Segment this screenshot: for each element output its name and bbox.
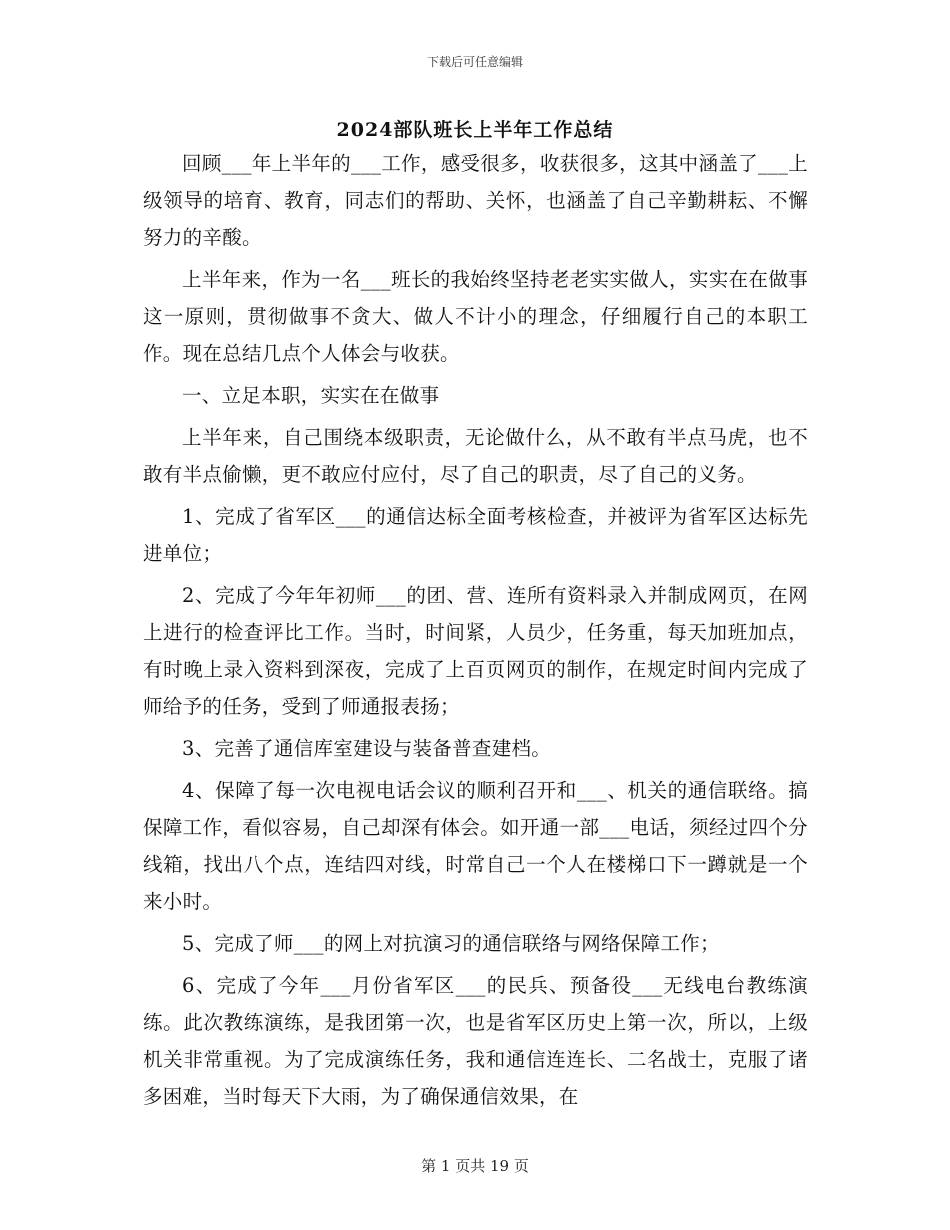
paragraph: 上半年来，作为一名___班长的我始终坚持老老实实做人，实实在在做事这一原则，贯彻做事不贪大、做人不计小的理念，仔细履行自己的本职工作。现在总结几点个人体会与收获。: [143, 268, 808, 365]
header-note: 下载后可任意编辑: [426, 55, 523, 69]
list-item: 1、完成了省军区___的通信达标全面考核检查，并被评为省军区达标先进单位；: [143, 505, 808, 565]
list-item: 4、保障了每一次电视电话会议的顺利召开和___、机关的通信联络。搞保障工作，看似容易，自己却深有体会。如开通一部___电话，须经过四个分线箱，找出八个点，连结四对线，时常自己一个人在楼梯口下一蹲就是一个来小时。: [143, 779, 808, 913]
document-title: 2024部队班长上半年工作总结: [336, 119, 614, 141]
list-item: 5、完成了师___的网上对抗演习的通信联络与网络保障工作；: [182, 932, 720, 955]
list-item: 3、完善了通信库室建设与装备普查建档。: [182, 737, 552, 760]
page-number: 第 1 页共 19 页: [421, 1157, 529, 1175]
section-heading: 一、立足本职，实实在在做事: [182, 384, 440, 407]
list-item: 6、完成了今年___月份省军区___的民兵、预备役___无线电台教练演练。此次教练演练，是我团第一次，也是省军区历史上第一次，所以，上级机关非常重视。为了完成演练任务，我和通信连连长、二名战士，克服了诸多困难，当时每天下大雨，为了确保通信效果，在: [143, 974, 808, 1108]
paragraph: 回顾___年上半年的___工作，感受很多，收获很多，这其中涵盖了___上级领导的培育、教育，同志们的帮助、关怀，也涵盖了自己辛勤耕耘、不懈努力的辛酸。: [143, 152, 808, 249]
paragraph: 上半年来，自己围绕本级职责，无论做什么，从不敢有半点马虎，也不敢有半点偷懒，更不敢应付应付，尽了自己的职责，尽了自己的义务。: [143, 426, 808, 486]
document-body: [143, 145, 808, 1120]
list-item: 2、完成了今年年初师___的团、营、连所有资料录入并制成网页，在网上进行的检查评比工作。当时，时间紧，人员少，任务重，每天加班加点，有时晚上录入资料到深夜，完成了上百页网页的制作，在规定时间内完成了师给予的任务，受到了师通报表扬；: [143, 584, 808, 718]
